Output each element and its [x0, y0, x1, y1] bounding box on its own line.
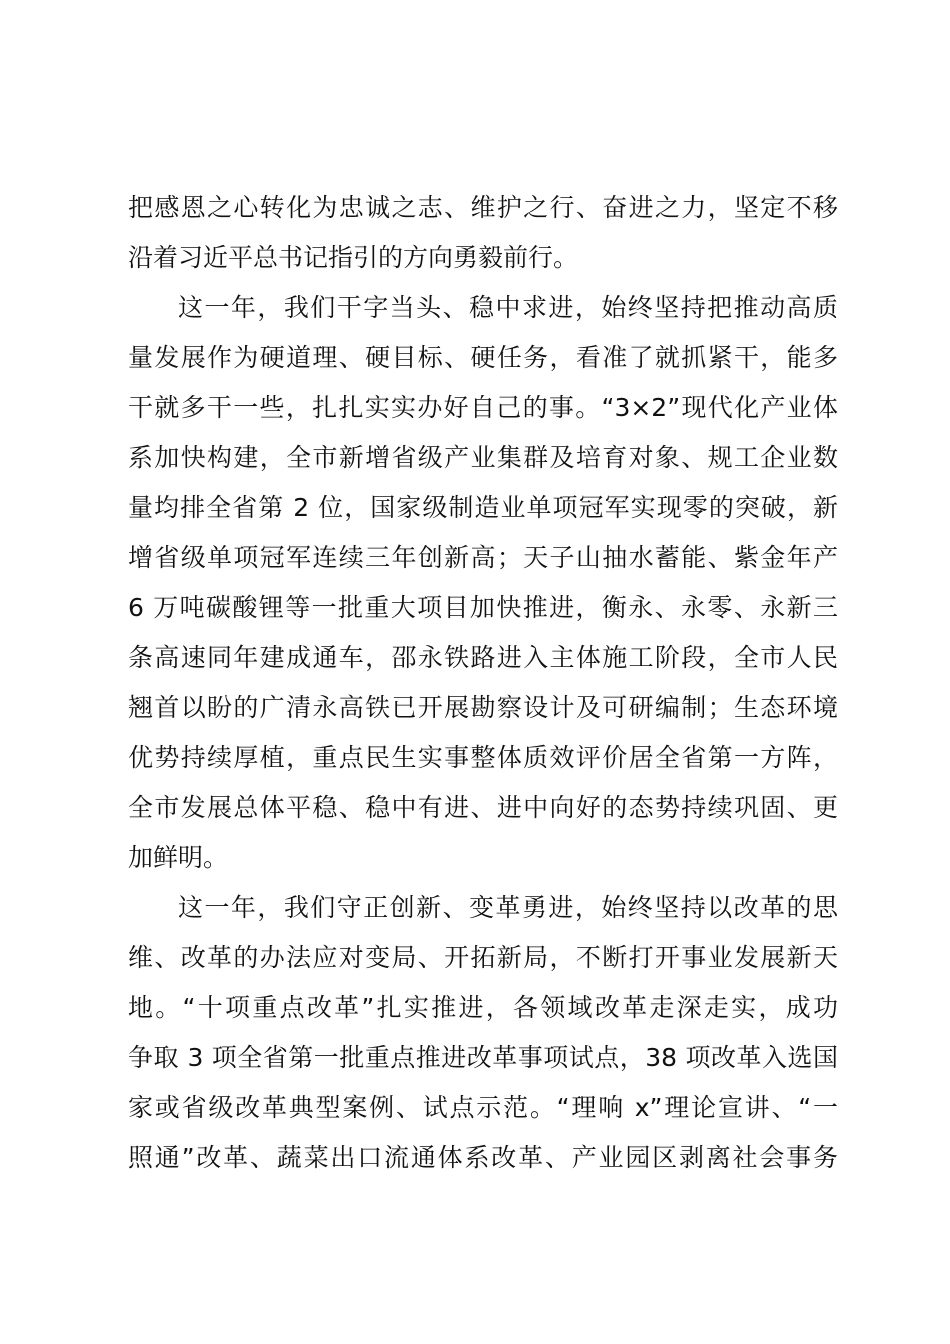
text-line: 沿着习近平总书记指引的方向勇毅前行。 [128, 243, 579, 272]
text-line: 这一年，我们守正创新、变革勇进，始终坚持以改革的思 [178, 893, 838, 922]
text-line: 增省级单项冠军连续三年创新高；天子山抽水蓄能、紫金年产 [128, 543, 838, 572]
text-line: 全市发展总体平稳、稳中有进、进中向好的态势持续巩固、更 [128, 793, 838, 822]
text-line: 照通”改革、蔬菜出口流通体系改革、产业园区剥离社会事务 [128, 1143, 838, 1172]
text-line: 维、改革的办法应对变局、开拓新局，不断打开事业发展新天 [128, 943, 838, 972]
text-line: 翘首以盼的广清永高铁已开展勘察设计及可研编制；生态环境 [128, 693, 838, 722]
text-line: 6 万吨碳酸锂等一批重大项目加快推进，衡永、永零、永新三 [128, 593, 838, 622]
text-line: 加鲜明。 [128, 843, 229, 872]
text-line: 条高速同年建成通车，邵永铁路进入主体施工阶段，全市人民 [128, 643, 838, 672]
text-line: 这一年，我们干字当头、稳中求进，始终坚持把推动高质 [178, 293, 838, 322]
text-line: 系加快构建，全市新增省级产业集群及培育对象、规工企业数 [128, 443, 838, 472]
text-line: 优势持续厚植，重点民生实事整体质效评价居全省第一方阵， [128, 743, 838, 772]
text-line: 家或省级改革典型案例、试点示范。“理响 x”理论宣讲、“一 [128, 1093, 838, 1122]
text-line: 量发展作为硬道理、硬目标、硬任务，看准了就抓紧干，能多 [128, 343, 838, 372]
body-text [128, 183, 838, 1183]
text-line: 争取 3 项全省第一批重点推进改革事项试点，38 项改革入选国 [128, 1043, 838, 1072]
text-line: 地。“十项重点改革”扎实推进，各领域改革走深走实，成功 [128, 993, 838, 1022]
text-line: 把感恩之心转化为忠诚之志、维护之行、奋进之力，坚定不移 [128, 193, 838, 222]
text-line: 干就多干一些，扎扎实实办好自己的事。“3×2”现代化产业体 [128, 393, 838, 422]
text-line: 量均排全省第 2 位，国家级制造业单项冠军实现零的突破，新 [128, 493, 838, 522]
